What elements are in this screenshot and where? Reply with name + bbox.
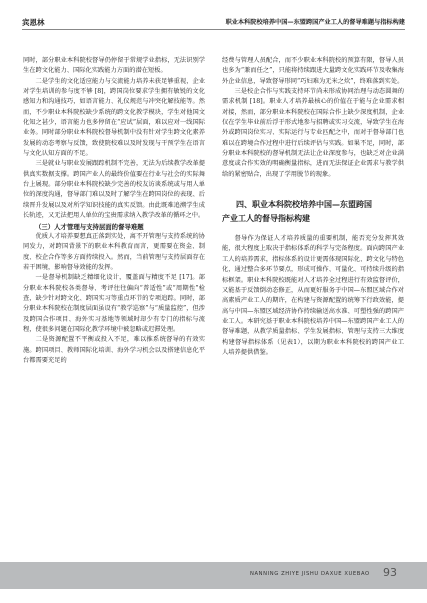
left-column [23, 56, 205, 366]
paragraph: 督导作为保证人才培养质量的重要机制，能否充分发挥其效能，很大程度上取决于指标体系的科学与完备程度。面向跨国产业工人的培养需求，指标体系的设计更需体现国际化、跨文化与特色化，通过整合多环节要点，形成可操作、可量化、可持续升级的指标框架。职业本科院校既能对人才培养全过程进行有效监督评价，又能基于反馈倒动态修正，从而更好服务于中国—东盟区域合作对高素质产业工人的期许，在构建与资源配置的统筹下行政效能，提高与中国—东盟区域经济协作持续输送高水准、可塑性强的跨国产业工人。本研究基于职业本科院校培养中国—东盟跨国产业工人的督导难题，从教学质量指标、学生发展指标、管理与支持三大维度构建督导指标体系（见表1），以期为职业本科院校的跨国产业工人培养提供借鉴。 [222, 235, 404, 356]
page-header [0, 0, 427, 44]
journal-name: NANNING ZHIYE JISHU DAXUE XUEBAO [250, 571, 370, 577]
paragraph: 经费与管理人员配合，而不少职业本科院校的预算有限，督导人员也多为“兼而任之”，只能将持续跟进大量跨文化实践环节及收集海外企业信息，导致督导形同“巧妇难为无米之炊”，终难落到实处。 [222, 57, 404, 85]
paragraph: 三是就业与职业发展跟踪机制不完善，无法为后续教学改革提供真实数据支撑。跨国产业人的最终价值要在行业与社会的实际舞台上展现。部分职业本科院校缺少完善的校友访谈系统或与用人单位的深度沟通，督导部门难以及时了解学生在跨国岗位的表现、后续晋升发展以及对所学知识技能的真实反馈。由此既难追溯学生成长轨迹，又无法把用人单位的宝贵需求纳入教学改革的循环之中。 [23, 160, 205, 220]
paragraph: 二是学生的文化适应能力与交流能力培养未获足够重视，企业对学生培训的参与度不够 [8]，跨国岗位要求学生拥有敏锐的文化感知力和沟通技巧，如语言能力、礼仪规范与冲突化解技能等。然而，不少职业本科院校缺少系统的跨文化教学模块，学生对他国文化知之甚少，语言能力也多停留在“应试”层面，难以应对一线国际业务。同时部分职业本科院校督导机制中没有针对学生跨文化素养发展的动态考察与反馈，致使院校难以及时发现与干预学生在语言与文化认知方面的不足。 [23, 77, 205, 158]
paragraph: 二是资源配置不平衡或投入不足，难以推系统督导的有效实施。跨国项目、教师国际化培训、海外学习机会以及搭建信息化平台都需要充足的 [23, 336, 205, 364]
paragraph: 同时，部分职业本科院校督导仍停留于常规学业指标，无法识别学生在跨文化能力、国际化实践能力方面的潜在短板。 [23, 57, 205, 75]
section-heading-line: 四、职业本科院校培养中国—东盟跨国 [236, 200, 372, 210]
author-name: 宾恩林 [22, 18, 45, 27]
page-number: 93 [383, 566, 397, 579]
running-title: 职业本科院校培养中国—东盟跨国产业工人的督导难题与指标构建 [225, 19, 405, 26]
header-rule [22, 29, 405, 30]
paragraph: 三是校企合作与实践支持环节尚未形成协同治理与动态圆舞的需求机制 [18]。职业人才培养最核心的价值在于能与企业需求相对接，然而，部分职业本科院校在国际合作上缺少深度机制，企业仅在学生毕业前后浮于形式地参与招聘或实习交流，导致学生在海外或跨国岗位实习、实际运行与专业匹配之中，而对于督导部门也难以在跨境合作过程中进行后续评估与实践。如果不足，同时，部分职业本科院校的督导机制无法让企业深度参与，也缺乏对企业满意度或合作实效的明确衡量指标，进而无法保证企业需求与教学供给的紧密贴合，出现了学用脱节的现象。 [222, 88, 404, 178]
paragraph: 优质人才培养要想真正落到实处，离不开管理与支持系统的协同发力，对跨国背景下的职业本科教育而言，更需要在资金、制度、校企合作等多方面持续投入。然而，当前管理与支持层面存在若干困境，影响督导效能的发挥。 [23, 232, 205, 271]
section-heading [222, 198, 404, 226]
right-column [222, 56, 404, 358]
section-heading-line: 产业工人的督导指标构建 [222, 214, 310, 224]
paragraph: 一是督导机制缺乏精细化设计，覆盖面与精度不足 [17]。部分职业本科院校各类督导、考评往往偏向“普适性”或“周期性”检查，缺少针对跨文化、跨国实习等重点环节的专项追踪。同时，部分职业本科院校在制度层面虽设有“教学巡察”与“质量监控”，但涉及跨国合作项目、海外实习基地等领域时却少有专门的指标与流程，使很多问题在国际化教学环境中被忽略或迟滞处理。 [23, 274, 205, 333]
subsection-heading: （三）人才管理与支持层面的督导难题 [35, 222, 144, 231]
